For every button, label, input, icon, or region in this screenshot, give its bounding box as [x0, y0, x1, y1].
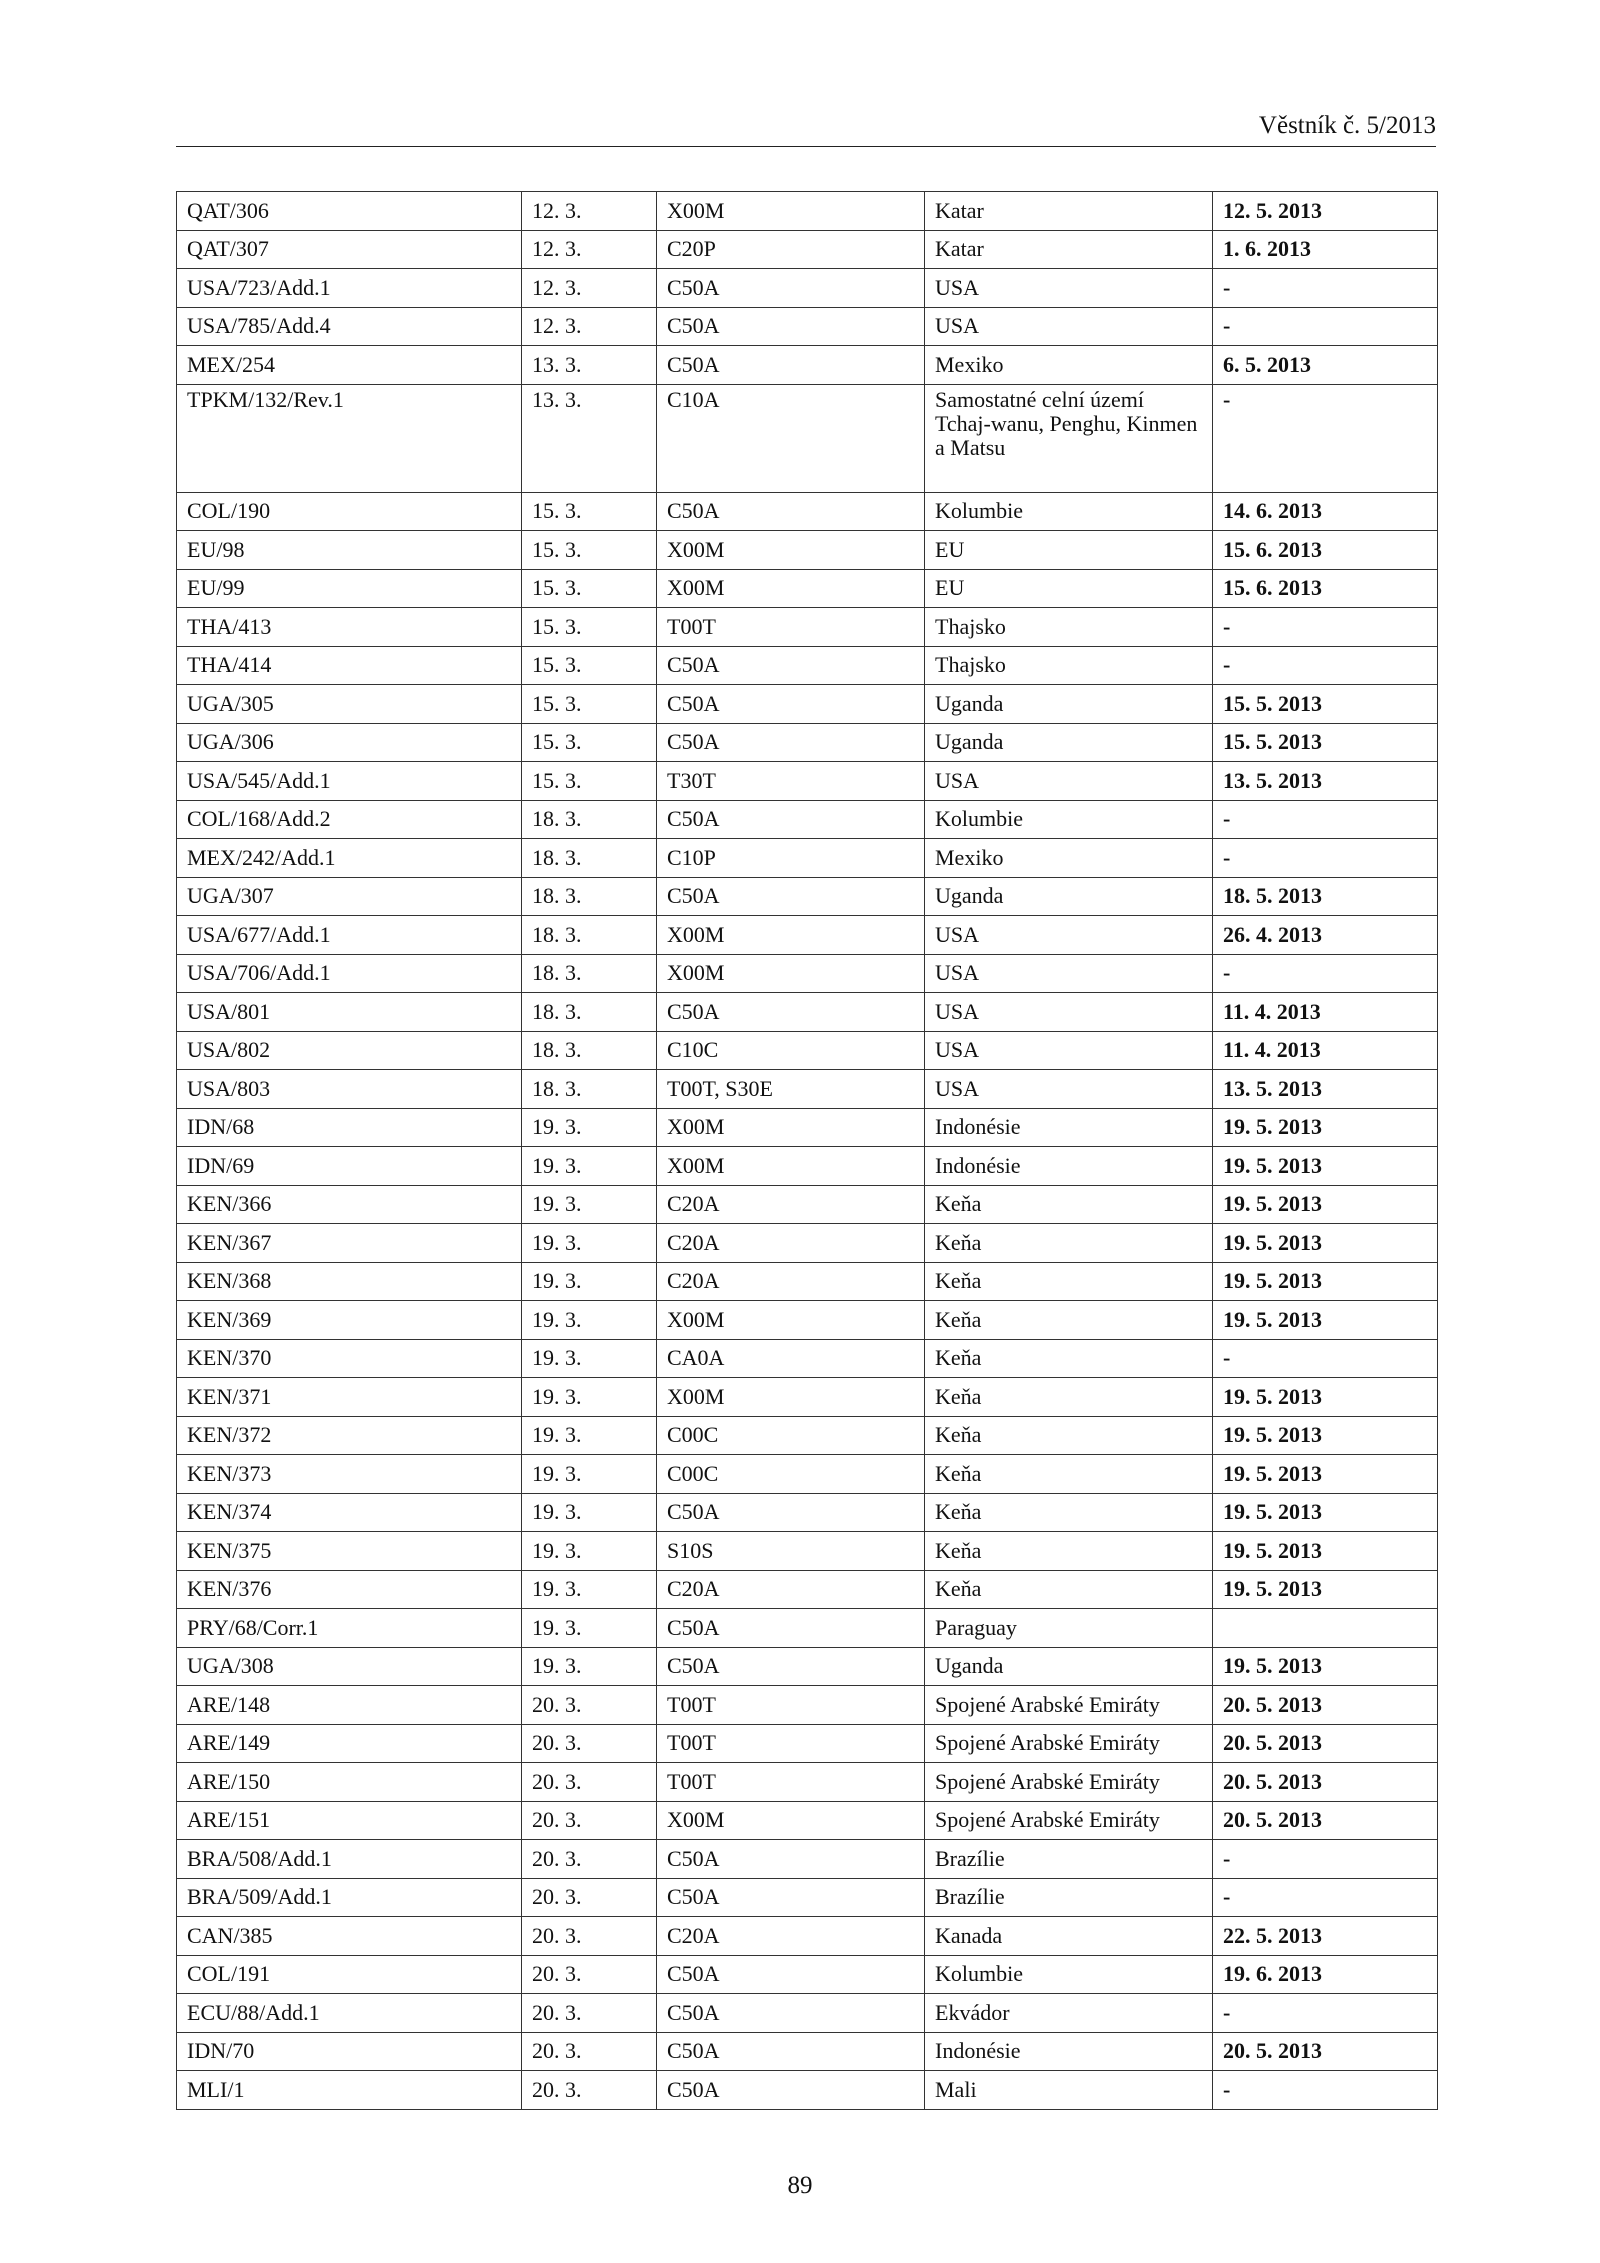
date-cell: 19. 3.: [522, 1647, 657, 1686]
member-cell: Ekvádor: [925, 1994, 1213, 2033]
table-row: [177, 1455, 1438, 1494]
document-code-cell: IDN/69: [177, 1147, 522, 1186]
document-code-cell: COL/168/Add.2: [177, 800, 522, 839]
table-row: [177, 1147, 1438, 1186]
table-row: [177, 1878, 1438, 1917]
deadline-cell: 20. 5. 2013: [1213, 1724, 1438, 1763]
deadline-cell: [1213, 1609, 1438, 1648]
classification-cell: C20A: [657, 1185, 925, 1224]
member-cell: Keňa: [925, 1570, 1213, 1609]
member-cell: Keňa: [925, 1339, 1213, 1378]
date-cell: 19. 3.: [522, 1455, 657, 1494]
member-cell: Uganda: [925, 685, 1213, 724]
table-row: [177, 2071, 1438, 2110]
table-row: [177, 1917, 1438, 1956]
document-code-cell: THA/414: [177, 646, 522, 685]
deadline-cell: 22. 5. 2013: [1213, 1917, 1438, 1956]
table-row: [177, 723, 1438, 762]
date-cell: 18. 3.: [522, 993, 657, 1032]
date-cell: 20. 3.: [522, 1878, 657, 1917]
document-code-cell: KEN/371: [177, 1378, 522, 1417]
date-cell: 20. 3.: [522, 2032, 657, 2071]
member-cell: USA: [925, 1070, 1213, 1109]
table-row: [177, 1262, 1438, 1301]
date-cell: 19. 3.: [522, 1609, 657, 1648]
document-code-cell: USA/801: [177, 993, 522, 1032]
document-code-cell: KEN/368: [177, 1262, 522, 1301]
member-cell: Spojené Arabské Emiráty: [925, 1686, 1213, 1725]
document-code-cell: USA/803: [177, 1070, 522, 1109]
classification-cell: T00T: [657, 1724, 925, 1763]
date-cell: 15. 3.: [522, 685, 657, 724]
table-row: [177, 569, 1438, 608]
date-cell: 20. 3.: [522, 1763, 657, 1802]
document-code-cell: KEN/367: [177, 1224, 522, 1263]
document-code-cell: BRA/508/Add.1: [177, 1840, 522, 1879]
table-row: [177, 1724, 1438, 1763]
notifications-table: [176, 191, 1438, 2110]
date-cell: 19. 3.: [522, 1224, 657, 1263]
document-code-cell: KEN/369: [177, 1301, 522, 1340]
table-row: [177, 1224, 1438, 1263]
date-cell: 13. 3.: [522, 384, 657, 492]
member-cell: Keňa: [925, 1532, 1213, 1571]
date-cell: 20. 3.: [522, 1686, 657, 1725]
member-cell: Kanada: [925, 1917, 1213, 1956]
date-cell: 15. 3.: [522, 762, 657, 801]
member-cell: Kolumbie: [925, 492, 1213, 531]
member-cell: Keňa: [925, 1416, 1213, 1455]
deadline-cell: 20. 5. 2013: [1213, 1686, 1438, 1725]
date-cell: 19. 3.: [522, 1416, 657, 1455]
classification-cell: C50A: [657, 646, 925, 685]
date-cell: 18. 3.: [522, 954, 657, 993]
document-code-cell: IDN/68: [177, 1108, 522, 1147]
deadline-cell: -: [1213, 307, 1438, 346]
member-cell: USA: [925, 1031, 1213, 1070]
member-cell: USA: [925, 762, 1213, 801]
deadline-cell: 19. 5. 2013: [1213, 1108, 1438, 1147]
date-cell: 13. 3.: [522, 346, 657, 385]
classification-cell: C50A: [657, 685, 925, 724]
document-code-cell: UGA/308: [177, 1647, 522, 1686]
table-row: [177, 916, 1438, 955]
member-cell: Brazílie: [925, 1840, 1213, 1879]
classification-cell: T30T: [657, 762, 925, 801]
document-code-cell: USA/785/Add.4: [177, 307, 522, 346]
document-code-cell: COL/190: [177, 492, 522, 531]
document-code-cell: MEX/242/Add.1: [177, 839, 522, 878]
member-cell: Keňa: [925, 1493, 1213, 1532]
table-row: [177, 1493, 1438, 1532]
member-cell: Indonésie: [925, 1108, 1213, 1147]
deadline-cell: 1. 6. 2013: [1213, 230, 1438, 269]
deadline-cell: -: [1213, 954, 1438, 993]
table-row: [177, 800, 1438, 839]
deadline-cell: 20. 5. 2013: [1213, 2032, 1438, 2071]
member-cell: Brazílie: [925, 1878, 1213, 1917]
classification-cell: C10C: [657, 1031, 925, 1070]
deadline-cell: 18. 5. 2013: [1213, 877, 1438, 916]
classification-cell: X00M: [657, 531, 925, 570]
member-cell: Uganda: [925, 877, 1213, 916]
member-cell: Uganda: [925, 723, 1213, 762]
classification-cell: C50A: [657, 993, 925, 1032]
date-cell: 19. 3.: [522, 1378, 657, 1417]
table-row: [177, 2032, 1438, 2071]
classification-cell: X00M: [657, 1378, 925, 1417]
deadline-cell: 13. 5. 2013: [1213, 762, 1438, 801]
table-row: [177, 230, 1438, 269]
member-cell: Keňa: [925, 1378, 1213, 1417]
document-code-cell: COL/191: [177, 1955, 522, 1994]
member-cell: Thajsko: [925, 608, 1213, 647]
document-code-cell: ARE/149: [177, 1724, 522, 1763]
member-cell: Spojené Arabské Emiráty: [925, 1724, 1213, 1763]
document-code-cell: KEN/373: [177, 1455, 522, 1494]
document-code-cell: CAN/385: [177, 1917, 522, 1956]
table-row: [177, 839, 1438, 878]
member-cell: USA: [925, 993, 1213, 1032]
document-code-cell: UGA/307: [177, 877, 522, 916]
deadline-cell: 15. 5. 2013: [1213, 685, 1438, 724]
date-cell: 18. 3.: [522, 1031, 657, 1070]
document-code-cell: ARE/150: [177, 1763, 522, 1802]
deadline-cell: -: [1213, 1840, 1438, 1879]
deadline-cell: 20. 5. 2013: [1213, 1801, 1438, 1840]
deadline-cell: 19. 5. 2013: [1213, 1262, 1438, 1301]
notifications-table-body: [177, 192, 1438, 2110]
date-cell: 18. 3.: [522, 1070, 657, 1109]
classification-cell: C50A: [657, 1840, 925, 1879]
page-header-title: Věstník č. 5/2013: [1258, 112, 1436, 139]
date-cell: 20. 3.: [522, 1955, 657, 1994]
deadline-cell: -: [1213, 608, 1438, 647]
classification-cell: C50A: [657, 800, 925, 839]
date-cell: 12. 3.: [522, 307, 657, 346]
deadline-cell: 19. 5. 2013: [1213, 1185, 1438, 1224]
date-cell: 15. 3.: [522, 569, 657, 608]
date-cell: 20. 3.: [522, 2071, 657, 2110]
date-cell: 15. 3.: [522, 646, 657, 685]
deadline-cell: 19. 5. 2013: [1213, 1147, 1438, 1186]
classification-cell: C50A: [657, 1609, 925, 1648]
classification-cell: C20A: [657, 1262, 925, 1301]
member-cell: Keňa: [925, 1301, 1213, 1340]
date-cell: 19. 3.: [522, 1185, 657, 1224]
table-row: [177, 1070, 1438, 1109]
member-cell: Keňa: [925, 1224, 1213, 1263]
deadline-cell: 19. 5. 2013: [1213, 1493, 1438, 1532]
document-code-cell: QAT/307: [177, 230, 522, 269]
member-cell: Mali: [925, 2071, 1213, 2110]
date-cell: 20. 3.: [522, 1917, 657, 1956]
document-code-cell: IDN/70: [177, 2032, 522, 2071]
date-cell: 19. 3.: [522, 1493, 657, 1532]
date-cell: 19. 3.: [522, 1339, 657, 1378]
document-code-cell: EU/99: [177, 569, 522, 608]
deadline-cell: 19. 5. 2013: [1213, 1224, 1438, 1263]
member-cell: Samostatné celní území Tchaj-wanu, Penghu, Kinmen a Matsu: [925, 384, 1213, 492]
deadline-cell: 6. 5. 2013: [1213, 346, 1438, 385]
document-code-cell: UGA/306: [177, 723, 522, 762]
table-row: [177, 1686, 1438, 1725]
classification-cell: X00M: [657, 569, 925, 608]
deadline-cell: 19. 5. 2013: [1213, 1416, 1438, 1455]
document-code-cell: MLI/1: [177, 2071, 522, 2110]
member-cell: Thajsko: [925, 646, 1213, 685]
document-code-cell: ARE/151: [177, 1801, 522, 1840]
table-row: [177, 1532, 1438, 1571]
deadline-cell: -: [1213, 1339, 1438, 1378]
classification-cell: C50A: [657, 2071, 925, 2110]
date-cell: 20. 3.: [522, 1724, 657, 1763]
document-code-cell: THA/413: [177, 608, 522, 647]
classification-cell: C20A: [657, 1917, 925, 1956]
date-cell: 18. 3.: [522, 916, 657, 955]
classification-cell: C50A: [657, 492, 925, 531]
table-row: [177, 1108, 1438, 1147]
classification-cell: C50A: [657, 1493, 925, 1532]
table-row: [177, 762, 1438, 801]
table-row: [177, 1570, 1438, 1609]
date-cell: 18. 3.: [522, 800, 657, 839]
date-cell: 18. 3.: [522, 877, 657, 916]
table-row: [177, 1994, 1438, 2033]
table-row: [177, 269, 1438, 308]
deadline-cell: 13. 5. 2013: [1213, 1070, 1438, 1109]
date-cell: 20. 3.: [522, 1840, 657, 1879]
classification-cell: C50A: [657, 1647, 925, 1686]
deadline-cell: 19. 5. 2013: [1213, 1378, 1438, 1417]
document-code-cell: EU/98: [177, 531, 522, 570]
deadline-cell: 19. 6. 2013: [1213, 1955, 1438, 1994]
table-row: [177, 1378, 1438, 1417]
deadline-cell: 15. 6. 2013: [1213, 569, 1438, 608]
classification-cell: X00M: [657, 954, 925, 993]
member-cell: Uganda: [925, 1647, 1213, 1686]
document-code-cell: KEN/370: [177, 1339, 522, 1378]
member-cell: Kolumbie: [925, 1955, 1213, 1994]
table-row: [177, 1301, 1438, 1340]
document-code-cell: KEN/366: [177, 1185, 522, 1224]
classification-cell: C00C: [657, 1455, 925, 1494]
deadline-cell: 15. 6. 2013: [1213, 531, 1438, 570]
member-cell: Mexiko: [925, 346, 1213, 385]
document-code-cell: KEN/375: [177, 1532, 522, 1571]
classification-cell: C50A: [657, 307, 925, 346]
classification-cell: X00M: [657, 916, 925, 955]
deadline-cell: 20. 5. 2013: [1213, 1763, 1438, 1802]
table-row: [177, 492, 1438, 531]
date-cell: 15. 3.: [522, 608, 657, 647]
member-cell: Indonésie: [925, 2032, 1213, 2071]
table-row: [177, 1185, 1438, 1224]
deadline-cell: -: [1213, 800, 1438, 839]
member-cell: Keňa: [925, 1455, 1213, 1494]
document-code-cell: KEN/376: [177, 1570, 522, 1609]
deadline-cell: -: [1213, 384, 1438, 492]
table-row: [177, 1801, 1438, 1840]
classification-cell: C20A: [657, 1224, 925, 1263]
table-row: [177, 1031, 1438, 1070]
member-cell: Spojené Arabské Emiráty: [925, 1763, 1213, 1802]
deadline-cell: 12. 5. 2013: [1213, 192, 1438, 231]
deadline-cell: 19. 5. 2013: [1213, 1570, 1438, 1609]
document-code-cell: USA/545/Add.1: [177, 762, 522, 801]
table-row: [177, 646, 1438, 685]
table-row: [177, 1416, 1438, 1455]
classification-cell: S10S: [657, 1532, 925, 1571]
classification-cell: C50A: [657, 1878, 925, 1917]
document-code-cell: BRA/509/Add.1: [177, 1878, 522, 1917]
table-row: [177, 346, 1438, 385]
document-code-cell: PRY/68/Corr.1: [177, 1609, 522, 1648]
table-row: [177, 1840, 1438, 1879]
table-row: [177, 1955, 1438, 1994]
date-cell: 18. 3.: [522, 839, 657, 878]
document-code-cell: ECU/88/Add.1: [177, 1994, 522, 2033]
deadline-cell: 26. 4. 2013: [1213, 916, 1438, 955]
deadline-cell: -: [1213, 839, 1438, 878]
date-cell: 15. 3.: [522, 723, 657, 762]
table-row: [177, 993, 1438, 1032]
classification-cell: T00T: [657, 1763, 925, 1802]
classification-cell: C10A: [657, 384, 925, 492]
table-row: [177, 954, 1438, 993]
date-cell: 15. 3.: [522, 492, 657, 531]
classification-cell: C20P: [657, 230, 925, 269]
member-cell: Keňa: [925, 1262, 1213, 1301]
member-cell: Indonésie: [925, 1147, 1213, 1186]
deadline-cell: 11. 4. 2013: [1213, 993, 1438, 1032]
document-code-cell: KEN/374: [177, 1493, 522, 1532]
classification-cell: C00C: [657, 1416, 925, 1455]
document-code-cell: UGA/305: [177, 685, 522, 724]
date-cell: 20. 3.: [522, 1994, 657, 2033]
table-row: [177, 1609, 1438, 1648]
member-cell: Keňa: [925, 1185, 1213, 1224]
deadline-cell: 19. 5. 2013: [1213, 1532, 1438, 1571]
member-cell: USA: [925, 307, 1213, 346]
table-row: [177, 192, 1438, 231]
header-divider: [176, 146, 1436, 147]
classification-cell: T00T, S30E: [657, 1070, 925, 1109]
deadline-cell: 19. 5. 2013: [1213, 1455, 1438, 1494]
member-cell: Paraguay: [925, 1609, 1213, 1648]
member-cell: USA: [925, 916, 1213, 955]
classification-cell: X00M: [657, 1801, 925, 1840]
member-cell: Spojené Arabské Emiráty: [925, 1801, 1213, 1840]
member-cell: EU: [925, 569, 1213, 608]
classification-cell: C20A: [657, 1570, 925, 1609]
classification-cell: X00M: [657, 1108, 925, 1147]
table-row: [177, 877, 1438, 916]
member-cell: EU: [925, 531, 1213, 570]
classification-cell: C50A: [657, 2032, 925, 2071]
date-cell: 12. 3.: [522, 192, 657, 231]
deadline-cell: 11. 4. 2013: [1213, 1031, 1438, 1070]
document-code-cell: USA/677/Add.1: [177, 916, 522, 955]
classification-cell: C50A: [657, 877, 925, 916]
table-row: [177, 307, 1438, 346]
deadline-cell: 19. 5. 2013: [1213, 1301, 1438, 1340]
member-cell: USA: [925, 269, 1213, 308]
member-cell: Mexiko: [925, 839, 1213, 878]
table-row: [177, 1763, 1438, 1802]
classification-cell: T00T: [657, 608, 925, 647]
classification-cell: C50A: [657, 346, 925, 385]
document-code-cell: USA/723/Add.1: [177, 269, 522, 308]
classification-cell: CA0A: [657, 1339, 925, 1378]
table-row: [177, 685, 1438, 724]
date-cell: 19. 3.: [522, 1570, 657, 1609]
table-row: [177, 1647, 1438, 1686]
document-code-cell: KEN/372: [177, 1416, 522, 1455]
classification-cell: C10P: [657, 839, 925, 878]
member-cell: USA: [925, 954, 1213, 993]
deadline-cell: 19. 5. 2013: [1213, 1647, 1438, 1686]
classification-cell: C50A: [657, 269, 925, 308]
classification-cell: T00T: [657, 1686, 925, 1725]
deadline-cell: -: [1213, 1878, 1438, 1917]
classification-cell: X00M: [657, 192, 925, 231]
member-cell: Katar: [925, 230, 1213, 269]
document-code-cell: QAT/306: [177, 192, 522, 231]
date-cell: 20. 3.: [522, 1801, 657, 1840]
deadline-cell: 15. 5. 2013: [1213, 723, 1438, 762]
classification-cell: C50A: [657, 723, 925, 762]
date-cell: 19. 3.: [522, 1108, 657, 1147]
table-row: [177, 531, 1438, 570]
classification-cell: C50A: [657, 1955, 925, 1994]
page-number: 89: [787, 2172, 813, 2199]
document-code-cell: TPKM/132/Rev.1: [177, 384, 522, 492]
document-code-cell: USA/802: [177, 1031, 522, 1070]
date-cell: 12. 3.: [522, 230, 657, 269]
table-row: [177, 608, 1438, 647]
date-cell: 12. 3.: [522, 269, 657, 308]
member-cell: Kolumbie: [925, 800, 1213, 839]
date-cell: 19. 3.: [522, 1262, 657, 1301]
document-code-cell: MEX/254: [177, 346, 522, 385]
deadline-cell: -: [1213, 1994, 1438, 2033]
classification-cell: X00M: [657, 1147, 925, 1186]
classification-cell: C50A: [657, 1994, 925, 2033]
date-cell: 19. 3.: [522, 1147, 657, 1186]
deadline-cell: -: [1213, 269, 1438, 308]
deadline-cell: 14. 6. 2013: [1213, 492, 1438, 531]
deadline-cell: -: [1213, 2071, 1438, 2110]
table-row: [177, 384, 1438, 492]
document-code-cell: ARE/148: [177, 1686, 522, 1725]
table-row: [177, 1339, 1438, 1378]
document-code-cell: USA/706/Add.1: [177, 954, 522, 993]
date-cell: 19. 3.: [522, 1532, 657, 1571]
classification-cell: X00M: [657, 1301, 925, 1340]
date-cell: 15. 3.: [522, 531, 657, 570]
deadline-cell: -: [1213, 646, 1438, 685]
member-cell: Katar: [925, 192, 1213, 231]
date-cell: 19. 3.: [522, 1301, 657, 1340]
